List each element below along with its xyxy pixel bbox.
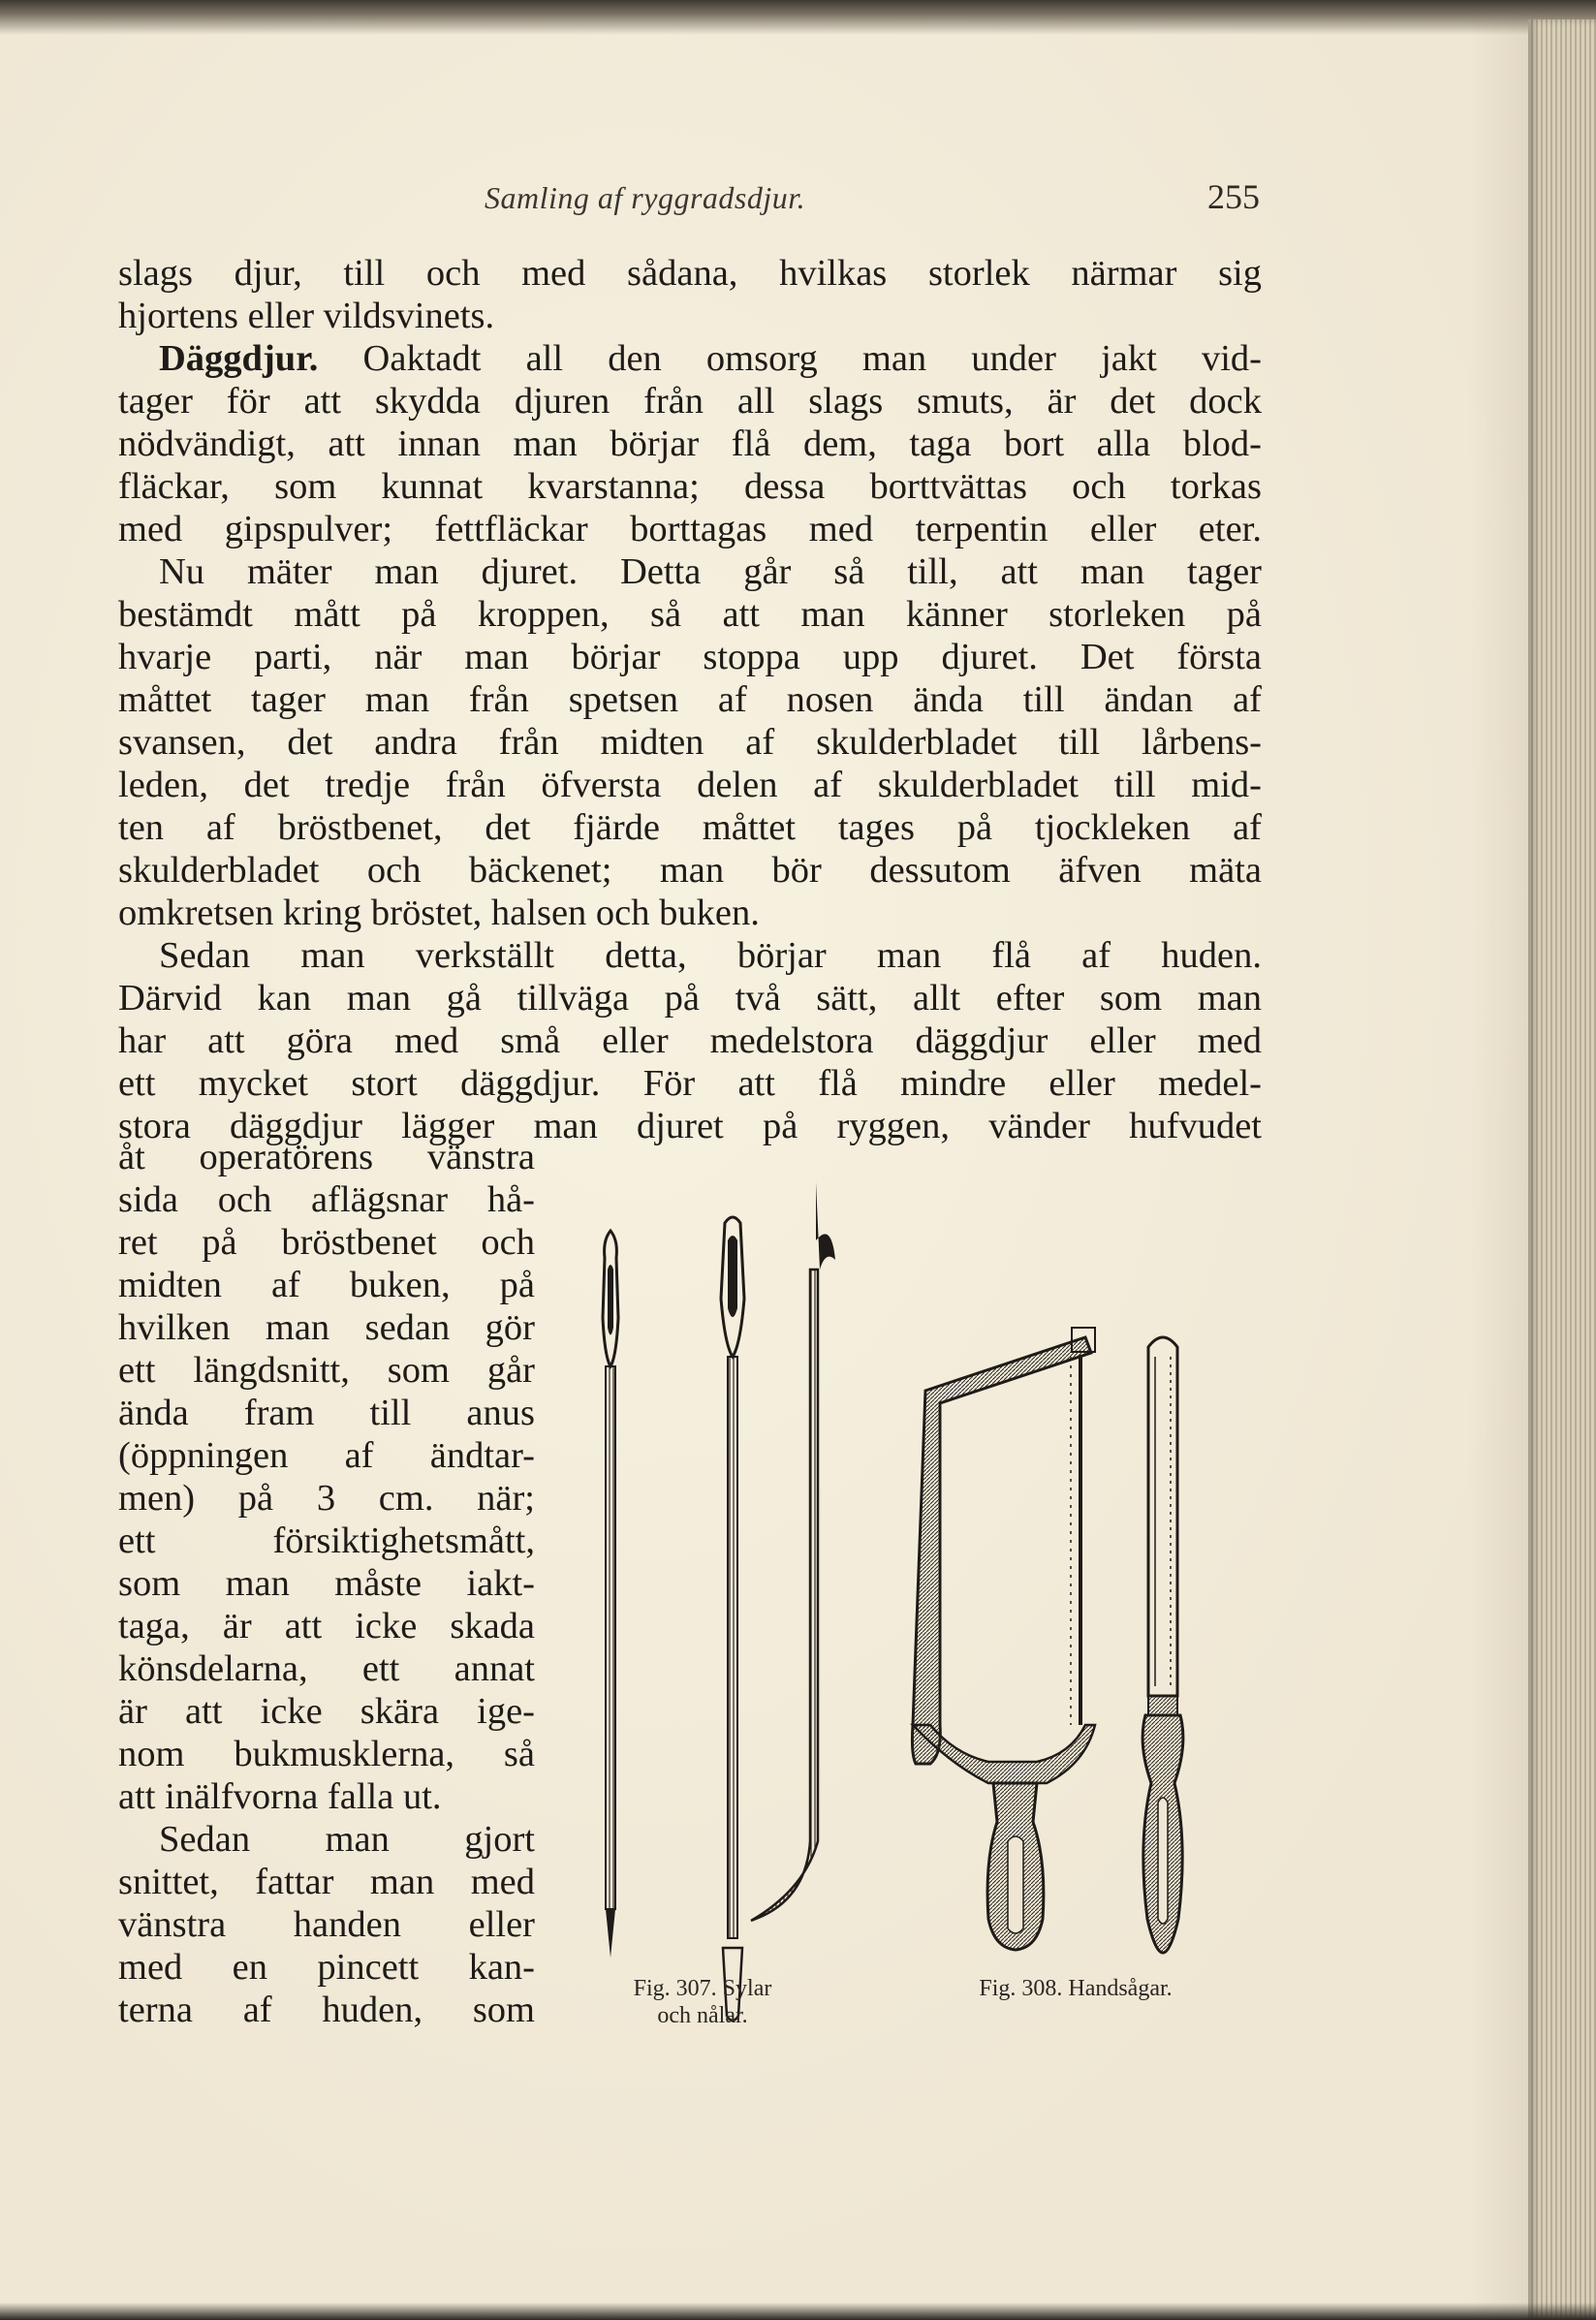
text-line: som man måste iakt- <box>118 1563 535 1604</box>
text-line: nödvändigt, att innan man börjar flå dem, taga bort alla blod- <box>118 423 1262 464</box>
text-line: har att göra med små eller medelstora däggdjur eller med <box>118 1020 1262 1061</box>
fig-307-caption-line: och nålar. <box>657 2003 748 2028</box>
text-line: stora däggdjur lägger man djuret på ryggen, vänder hufvudet <box>118 1106 1262 1146</box>
curved-needle-icon <box>751 1182 835 1921</box>
text-line: vänstra handen eller <box>118 1904 535 1945</box>
text-line: slags djur, till och med sådana, hvilkas storlek närmar sig <box>118 253 1262 294</box>
page-number: 255 <box>1207 177 1260 216</box>
text-line: taga, är att icke skada <box>118 1606 535 1646</box>
text-line: är att icke skära ige- <box>118 1691 535 1732</box>
text-line: Nu mäter man djuret. Detta går så till, att man tager <box>159 551 1262 592</box>
section-heading: Däggdjur. <box>159 338 319 379</box>
text-line: sida och aflägsnar hå- <box>118 1179 535 1220</box>
frame-saw-icon <box>912 1328 1095 1950</box>
running-head <box>116 176 1260 225</box>
text-line: ett mycket stort däggdjur. För att flå mindre eller medel- <box>118 1063 1262 1104</box>
text-line: Därvid kan man gå tillväga på två sätt, allt efter som man <box>118 978 1262 1019</box>
needle-left-icon <box>603 1231 618 1958</box>
text-line: fläckar, som kunnat kvarstanna; dessa borttvättas och torkas <box>118 466 1262 507</box>
text-line: men) på 3 cm. när; <box>118 1478 535 1519</box>
fig-307-caption <box>591 1975 814 2029</box>
hand-saw-icon <box>1142 1337 1183 1953</box>
text-line: svansen, det andra från midten af skulderbladet till lårbens- <box>118 722 1262 763</box>
text-line: snittet, fattar man med <box>118 1862 535 1902</box>
text-line: tager för att skydda djuren från all slags smuts, är det dock <box>118 381 1262 422</box>
text-line: omkretsen kring bröstet, halsen och buken. <box>118 893 760 933</box>
bottom-edge-shadow <box>0 2303 1596 2320</box>
text-line: måttet tager man från spetsen af nosen ända till ändan af <box>118 679 1262 720</box>
text-line: leden, det tredje från öfversta delen af skulderbladet till mid- <box>118 765 1262 805</box>
text-line: Sedan man gjort <box>159 1819 535 1860</box>
text-line: ten af bröstbenet, det fjärde måttet tages på tjockleken af <box>118 807 1262 848</box>
text-line: ret på bröstbenet och <box>118 1222 535 1263</box>
paragraph-opening <box>118 337 1262 380</box>
text-line: ett längdsnitt, som går <box>118 1350 535 1391</box>
figures-area <box>581 1182 1260 2035</box>
text-line: med en pincett kan- <box>118 1947 535 1988</box>
text-line: åt operatörens vänstra <box>118 1137 535 1177</box>
text-line: Oaktadt all den omsorg man under jakt vid- <box>362 338 1262 379</box>
text-line: midten af buken, på <box>118 1265 535 1305</box>
fig-308-caption: Fig. 308. Handsågar. <box>979 1976 1173 2001</box>
text-line: ända fram till anus <box>118 1393 535 1433</box>
text-line: terna af huden, som <box>118 1990 535 2030</box>
narrow-column-text <box>118 1136 535 2031</box>
text-line: bestämdt mått på kroppen, så att man känner storleken på <box>118 594 1262 635</box>
text-line: nom bukmusklerna, så <box>118 1734 535 1774</box>
text-line: hvarje parti, när man börjar stoppa upp djuret. Det första <box>118 637 1262 677</box>
text-line: att inälfvorna falla ut. <box>118 1776 442 1817</box>
running-title: Samling af ryggradsdjur. <box>485 180 806 215</box>
text-line: (öppningen af ändtar- <box>118 1435 535 1476</box>
text-line: skulderbladet och bäckenet; man bör dessutom äfven mäta <box>118 850 1262 891</box>
engraving-illustrations <box>581 1182 1260 2035</box>
text-line: könsdelarna, ett annat <box>118 1648 535 1689</box>
main-text <box>118 252 1262 1147</box>
fig-307-caption-line: Fig. 307. Sylar <box>633 1976 772 2001</box>
page-edges <box>1528 19 1596 2320</box>
text-line: Sedan man verkställt detta, börjar man flå af huden. <box>159 935 1262 976</box>
text-line: med gipspulver; fettfläckar borttagas med terpentin eller eter. <box>118 509 1262 549</box>
top-page-shadow <box>0 0 1596 35</box>
text-line: hvilken man sedan gör <box>118 1307 535 1348</box>
text-line: ett försiktighetsmått, <box>118 1521 535 1561</box>
text-line: hjortens eller vildsvinets. <box>118 296 495 336</box>
needle-middle-icon <box>721 1217 744 2021</box>
